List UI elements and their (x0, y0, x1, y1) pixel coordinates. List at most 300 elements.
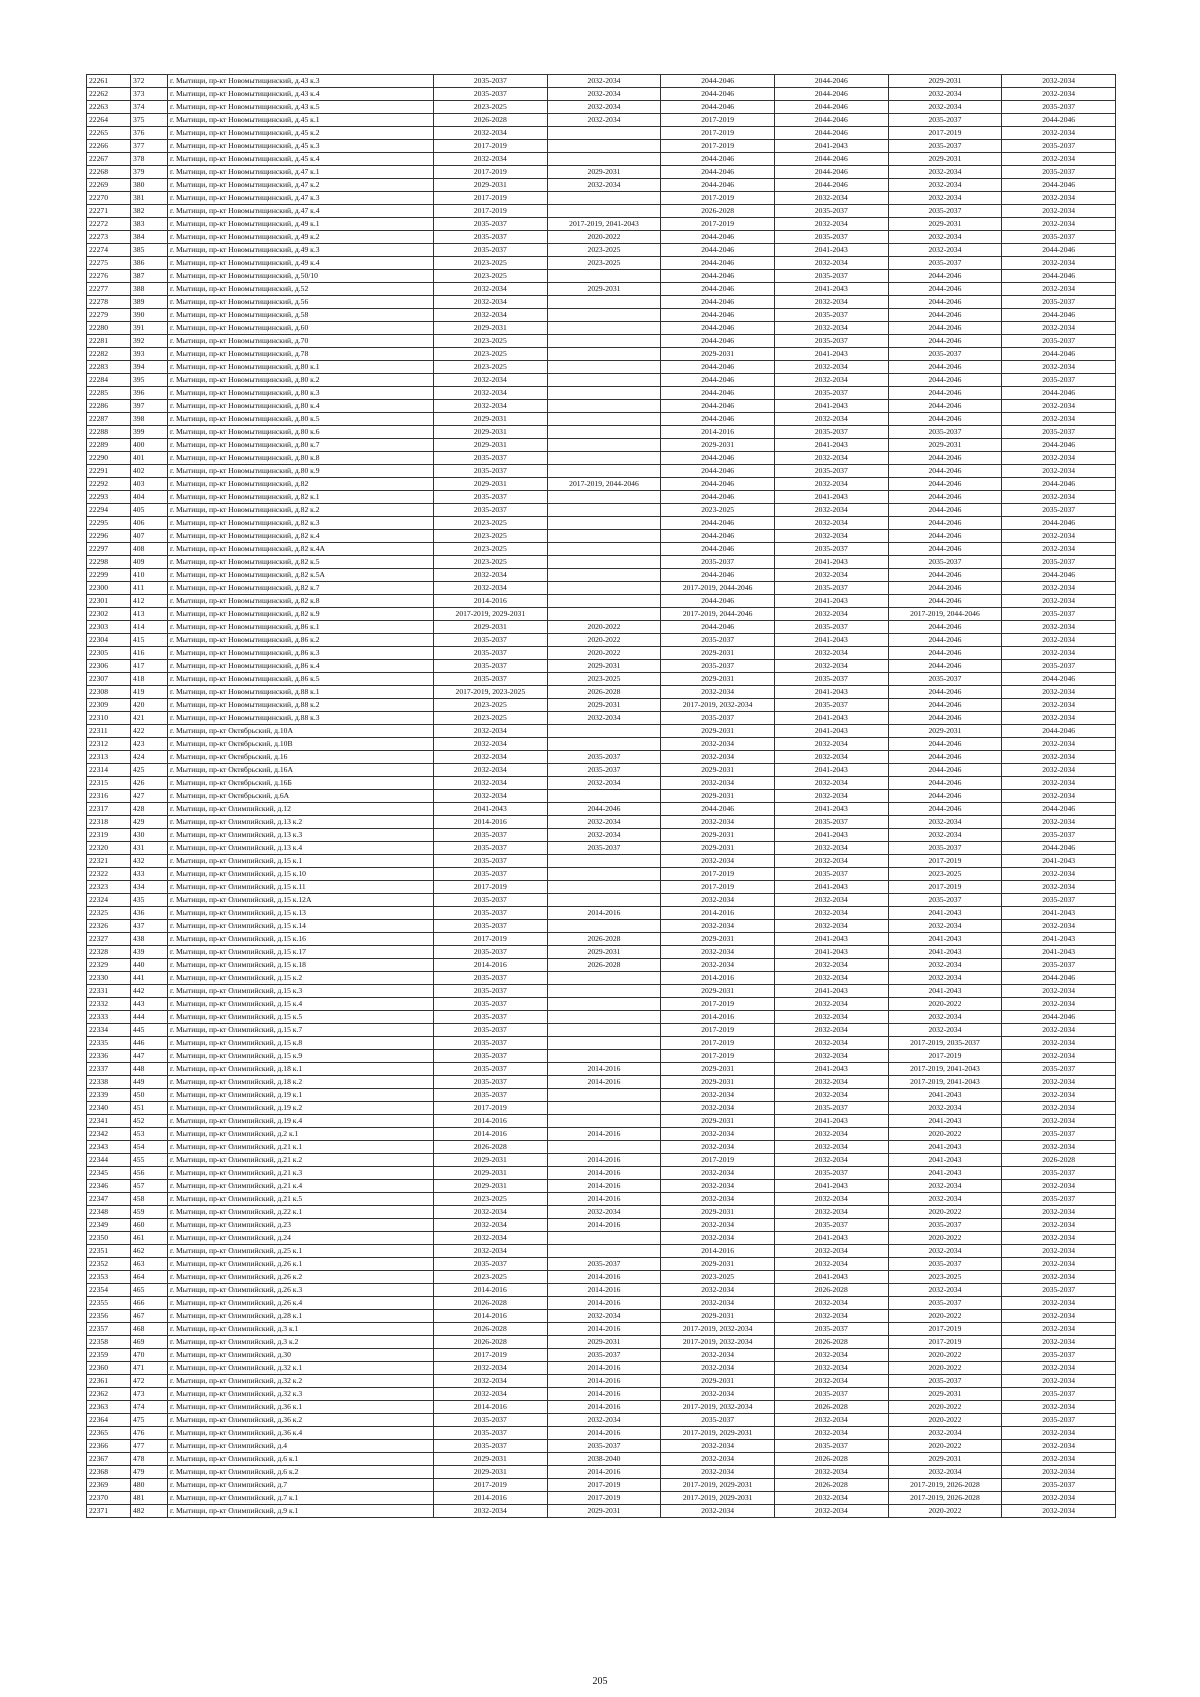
row-id-cell: 22337 (87, 1063, 131, 1076)
page-number: 205 (592, 1676, 608, 1687)
address-cell: г. Мытищи, пр-кт Новомытищинский, д.80 к.4 (168, 400, 434, 413)
row-id-cell: 22316 (87, 790, 131, 803)
row-number-cell: 417 (131, 660, 168, 673)
period-1-cell: 2032-2034 (434, 582, 548, 595)
period-6-cell: 2035-2037 (1002, 335, 1116, 348)
period-1-cell: 2032-2034 (434, 764, 548, 777)
row-number-cell: 472 (131, 1375, 168, 1388)
period-4-cell: 2041-2043 (774, 140, 888, 153)
period-1-cell: 2035-2037 (434, 1024, 548, 1037)
period-3-cell: 2044-2046 (661, 257, 775, 270)
row-id-cell: 22269 (87, 179, 131, 192)
period-6-cell: 2032-2034 (1002, 621, 1116, 634)
table-row (87, 1037, 1116, 1050)
address-cell: г. Мытищи, пр-кт Олимпийский, д.13 к.3 (168, 829, 434, 842)
period-3-cell: 2044-2046 (661, 88, 775, 101)
period-6-cell: 2044-2046 (1002, 179, 1116, 192)
period-6-cell: 2032-2034 (1002, 868, 1116, 881)
period-2-cell (547, 426, 661, 439)
period-1-cell: 2023-2025 (434, 556, 548, 569)
period-6-cell: 2035-2037 (1002, 1284, 1116, 1297)
period-6-cell: 2032-2034 (1002, 153, 1116, 166)
period-3-cell: 2017-2019, 2044-2046 (661, 608, 775, 621)
period-3-cell: 2044-2046 (661, 153, 775, 166)
period-1-cell: 2032-2034 (434, 296, 548, 309)
period-3-cell: 2017-2019, 2029-2031 (661, 1427, 775, 1440)
table-row (87, 296, 1116, 309)
period-2-cell: 2020-2022 (547, 621, 661, 634)
address-cell: г. Мытищи, пр-кт Олимпийский, д.2 к.1 (168, 1128, 434, 1141)
period-4-cell: 2032-2034 (774, 1245, 888, 1258)
period-4-cell: 2026-2028 (774, 1453, 888, 1466)
row-id-cell: 22343 (87, 1141, 131, 1154)
period-6-cell: 2035-2037 (1002, 231, 1116, 244)
period-1-cell: 2032-2034 (434, 1219, 548, 1232)
period-4-cell: 2032-2034 (774, 972, 888, 985)
period-1-cell: 2035-2037 (434, 1089, 548, 1102)
period-1-cell: 2035-2037 (434, 1063, 548, 1076)
period-4-cell: 2032-2034 (774, 1050, 888, 1063)
period-1-cell: 2032-2034 (434, 738, 548, 751)
row-number-cell: 478 (131, 1453, 168, 1466)
table-row (87, 1050, 1116, 1063)
table-row (87, 1427, 1116, 1440)
period-6-cell: 2032-2034 (1002, 1245, 1116, 1258)
period-2-cell (547, 400, 661, 413)
period-5-cell: 2020-2022 (888, 1362, 1002, 1375)
row-number-cell: 468 (131, 1323, 168, 1336)
table-row (87, 192, 1116, 205)
period-3-cell: 2014-2016 (661, 972, 775, 985)
period-2-cell: 2014-2016 (547, 1323, 661, 1336)
row-number-cell: 427 (131, 790, 168, 803)
period-1-cell: 2014-2016 (434, 1128, 548, 1141)
row-number-cell: 388 (131, 283, 168, 296)
period-2-cell (547, 465, 661, 478)
period-3-cell: 2044-2046 (661, 478, 775, 491)
address-cell: г. Мытищи, пр-кт Олимпийский, д.19 к.1 (168, 1089, 434, 1102)
address-cell: г. Мытищи, пр-кт Октябрьский, д.10В (168, 738, 434, 751)
row-number-cell: 392 (131, 335, 168, 348)
period-2-cell: 2032-2034 (547, 1414, 661, 1427)
period-2-cell: 2032-2034 (547, 75, 661, 88)
period-6-cell: 2035-2037 (1002, 1128, 1116, 1141)
period-4-cell: 2041-2043 (774, 1232, 888, 1245)
table-row (87, 101, 1116, 114)
period-5-cell: 2035-2037 (888, 140, 1002, 153)
period-1-cell: 2032-2034 (434, 790, 548, 803)
table-row (87, 283, 1116, 296)
address-cell: г. Мытищи, пр-кт Новомытищинский, д.80 к.3 (168, 387, 434, 400)
address-cell: г. Мытищи, пр-кт Олимпийский, д.15 к.2 (168, 972, 434, 985)
period-2-cell: 2032-2034 (547, 1310, 661, 1323)
address-cell: г. Мытищи, пр-кт Новомытищинский, д.86 к.2 (168, 634, 434, 647)
period-3-cell: 2044-2046 (661, 270, 775, 283)
address-cell: г. Мытищи, пр-кт Олимпийский, д.26 к.4 (168, 1297, 434, 1310)
period-2-cell (547, 881, 661, 894)
address-cell: г. Мытищи, пр-кт Олимпийский, д.6 к.1 (168, 1453, 434, 1466)
period-1-cell: 2029-2031 (434, 1180, 548, 1193)
period-1-cell: 2017-2019 (434, 166, 548, 179)
address-cell: г. Мытищи, пр-кт Олимпийский, д.23 (168, 1219, 434, 1232)
period-2-cell: 2014-2016 (547, 1219, 661, 1232)
period-1-cell: 2035-2037 (434, 1076, 548, 1089)
row-id-cell: 22358 (87, 1336, 131, 1349)
row-id-cell: 22303 (87, 621, 131, 634)
period-3-cell: 2044-2046 (661, 231, 775, 244)
period-3-cell: 2017-2019, 2044-2046 (661, 582, 775, 595)
period-3-cell: 2032-2034 (661, 1141, 775, 1154)
row-id-cell: 22306 (87, 660, 131, 673)
period-2-cell: 2014-2016 (547, 1154, 661, 1167)
row-id-cell: 22359 (87, 1349, 131, 1362)
period-5-cell: 2032-2034 (888, 1466, 1002, 1479)
address-cell: г. Мытищи, пр-кт Новомытищинский, д.49 к.3 (168, 244, 434, 257)
row-id-cell: 22294 (87, 504, 131, 517)
address-cell: г. Мытищи, пр-кт Новомытищинский, д.82 к.4 (168, 530, 434, 543)
period-1-cell: 2023-2025 (434, 1271, 548, 1284)
period-2-cell: 2035-2037 (547, 751, 661, 764)
row-number-cell: 373 (131, 88, 168, 101)
period-2-cell (547, 569, 661, 582)
address-cell: г. Мытищи, пр-кт Новомытищинский, д.88 к.1 (168, 686, 434, 699)
period-4-cell: 2035-2037 (774, 205, 888, 218)
row-number-cell: 397 (131, 400, 168, 413)
row-number-cell: 419 (131, 686, 168, 699)
row-id-cell: 22361 (87, 1375, 131, 1388)
table-row (87, 1011, 1116, 1024)
period-6-cell: 2032-2034 (1002, 452, 1116, 465)
period-1-cell: 2029-2031 (434, 478, 548, 491)
period-1-cell: 2014-2016 (434, 1284, 548, 1297)
period-4-cell: 2032-2034 (774, 517, 888, 530)
period-2-cell: 2014-2016 (547, 1076, 661, 1089)
address-cell: г. Мытищи, пр-кт Новомытищинский, д.58 (168, 309, 434, 322)
period-3-cell: 2017-2019, 2032-2034 (661, 1336, 775, 1349)
period-2-cell (547, 296, 661, 309)
row-number-cell: 474 (131, 1401, 168, 1414)
period-3-cell: 2044-2046 (661, 400, 775, 413)
period-2-cell: 2029-2031 (547, 1505, 661, 1518)
table-row (87, 205, 1116, 218)
period-5-cell: 2035-2037 (888, 1375, 1002, 1388)
period-3-cell: 2044-2046 (661, 595, 775, 608)
period-1-cell: 2035-2037 (434, 1414, 548, 1427)
period-4-cell: 2041-2043 (774, 283, 888, 296)
period-2-cell: 2014-2016 (547, 1427, 661, 1440)
period-4-cell: 2035-2037 (774, 335, 888, 348)
table-row (87, 1414, 1116, 1427)
period-1-cell: 2026-2028 (434, 1141, 548, 1154)
row-id-cell: 22332 (87, 998, 131, 1011)
row-id-cell: 22335 (87, 1037, 131, 1050)
period-4-cell: 2035-2037 (774, 699, 888, 712)
period-5-cell: 2035-2037 (888, 1258, 1002, 1271)
period-5-cell: 2020-2022 (888, 1414, 1002, 1427)
period-5-cell: 2041-2043 (888, 1115, 1002, 1128)
period-5-cell: 2041-2043 (888, 1167, 1002, 1180)
period-1-cell: 2017-2019 (434, 192, 548, 205)
period-6-cell: 2035-2037 (1002, 1388, 1116, 1401)
row-id-cell: 22277 (87, 283, 131, 296)
period-2-cell (547, 894, 661, 907)
period-4-cell: 2032-2034 (774, 1414, 888, 1427)
period-6-cell: 2032-2034 (1002, 1024, 1116, 1037)
address-cell: г. Мытищи, пр-кт Олимпийский, д.12 (168, 803, 434, 816)
row-id-cell: 22357 (87, 1323, 131, 1336)
period-6-cell: 2044-2046 (1002, 1011, 1116, 1024)
table-row (87, 309, 1116, 322)
row-id-cell: 22326 (87, 920, 131, 933)
period-5-cell: 2035-2037 (888, 1219, 1002, 1232)
period-6-cell: 2041-2043 (1002, 933, 1116, 946)
address-cell: г. Мытищи, пр-кт Новомытищинский, д.50/10 (168, 270, 434, 283)
period-4-cell: 2044-2046 (774, 166, 888, 179)
period-2-cell (547, 270, 661, 283)
period-4-cell: 2041-2043 (774, 400, 888, 413)
period-5-cell: 2032-2034 (888, 829, 1002, 842)
row-id-cell: 22283 (87, 361, 131, 374)
period-6-cell: 2035-2037 (1002, 296, 1116, 309)
row-number-cell: 433 (131, 868, 168, 881)
period-2-cell: 2032-2034 (547, 114, 661, 127)
row-id-cell: 22299 (87, 569, 131, 582)
period-2-cell: 2014-2016 (547, 907, 661, 920)
row-number-cell: 463 (131, 1258, 168, 1271)
address-cell: г. Мытищи, пр-кт Олимпийский, д.19 к.2 (168, 1102, 434, 1115)
period-3-cell: 2029-2031 (661, 764, 775, 777)
row-id-cell: 22309 (87, 699, 131, 712)
row-number-cell: 454 (131, 1141, 168, 1154)
row-id-cell: 22296 (87, 530, 131, 543)
table-row (87, 803, 1116, 816)
period-5-cell: 2044-2046 (888, 712, 1002, 725)
period-1-cell: 2017-2019 (434, 1479, 548, 1492)
row-id-cell: 22301 (87, 595, 131, 608)
row-number-cell: 458 (131, 1193, 168, 1206)
period-4-cell: 2032-2034 (774, 1492, 888, 1505)
row-number-cell: 441 (131, 972, 168, 985)
table-row (87, 829, 1116, 842)
address-cell: г. Мытищи, пр-кт Олимпийский, д.19 к.4 (168, 1115, 434, 1128)
period-6-cell: 2041-2043 (1002, 946, 1116, 959)
period-5-cell: 2041-2043 (888, 1141, 1002, 1154)
period-1-cell: 2017-2019, 2029-2031 (434, 608, 548, 621)
period-4-cell: 2041-2043 (774, 712, 888, 725)
row-id-cell: 22286 (87, 400, 131, 413)
period-2-cell (547, 790, 661, 803)
period-2-cell (547, 920, 661, 933)
schedule-table-container (86, 74, 1116, 1518)
row-number-cell: 400 (131, 439, 168, 452)
row-id-cell: 22355 (87, 1297, 131, 1310)
row-id-cell: 22280 (87, 322, 131, 335)
period-4-cell: 2032-2034 (774, 452, 888, 465)
period-6-cell: 2032-2034 (1002, 400, 1116, 413)
row-id-cell: 22365 (87, 1427, 131, 1440)
table-row (87, 1076, 1116, 1089)
row-number-cell: 378 (131, 153, 168, 166)
address-cell: г. Мытищи, пр-кт Олимпийский, д.24 (168, 1232, 434, 1245)
period-1-cell: 2032-2034 (434, 283, 548, 296)
address-cell: г. Мытищи, пр-кт Олимпийский, д.21 к.4 (168, 1180, 434, 1193)
period-6-cell: 2032-2034 (1002, 998, 1116, 1011)
period-3-cell: 2029-2031 (661, 1115, 775, 1128)
period-1-cell: 2035-2037 (434, 946, 548, 959)
period-4-cell: 2041-2043 (774, 634, 888, 647)
period-6-cell: 2032-2034 (1002, 127, 1116, 140)
period-3-cell: 2029-2031 (661, 647, 775, 660)
period-6-cell: 2044-2046 (1002, 517, 1116, 530)
row-number-cell: 374 (131, 101, 168, 114)
period-1-cell: 2035-2037 (434, 855, 548, 868)
period-3-cell: 2032-2034 (661, 1362, 775, 1375)
address-cell: г. Мытищи, пр-кт Олимпийский, д.15 к.18 (168, 959, 434, 972)
address-cell: г. Мытищи, пр-кт Новомытищинский, д.80 к.1 (168, 361, 434, 374)
row-number-cell: 372 (131, 75, 168, 88)
table-row (87, 1102, 1116, 1115)
row-id-cell: 22281 (87, 335, 131, 348)
period-5-cell: 2023-2025 (888, 868, 1002, 881)
row-id-cell: 22310 (87, 712, 131, 725)
address-cell: г. Мытищи, пр-кт Новомытищинский, д.82 к.4А (168, 543, 434, 556)
period-6-cell: 2044-2046 (1002, 309, 1116, 322)
row-number-cell: 377 (131, 140, 168, 153)
period-3-cell: 2017-2019 (661, 1024, 775, 1037)
address-cell: г. Мытищи, пр-кт Олимпийский, д.6 к.2 (168, 1466, 434, 1479)
row-id-cell: 22345 (87, 1167, 131, 1180)
address-cell: г. Мытищи, пр-кт Новомытищинский, д.82 к.2 (168, 504, 434, 517)
period-5-cell: 2041-2043 (888, 933, 1002, 946)
period-2-cell: 2014-2016 (547, 1167, 661, 1180)
period-3-cell: 2044-2046 (661, 465, 775, 478)
period-5-cell: 2044-2046 (888, 270, 1002, 283)
row-number-cell: 466 (131, 1297, 168, 1310)
period-4-cell: 2032-2034 (774, 998, 888, 1011)
row-id-cell: 22300 (87, 582, 131, 595)
table-row (87, 595, 1116, 608)
table-row (87, 179, 1116, 192)
row-number-cell: 386 (131, 257, 168, 270)
period-1-cell: 2032-2034 (434, 153, 548, 166)
address-cell: г. Мытищи, пр-кт Новомытищинский, д.43 к.5 (168, 101, 434, 114)
address-cell: г. Мытищи, пр-кт Новомытищинский, д.45 к.3 (168, 140, 434, 153)
period-6-cell: 2044-2046 (1002, 803, 1116, 816)
row-id-cell: 22265 (87, 127, 131, 140)
period-3-cell: 2029-2031 (661, 1375, 775, 1388)
period-5-cell: 2044-2046 (888, 387, 1002, 400)
table-row (87, 660, 1116, 673)
row-id-cell: 22329 (87, 959, 131, 972)
period-3-cell: 2017-2019, 2032-2034 (661, 699, 775, 712)
table-row (87, 491, 1116, 504)
row-id-cell: 22275 (87, 257, 131, 270)
period-3-cell: 2032-2034 (661, 1232, 775, 1245)
period-6-cell: 2032-2034 (1002, 1115, 1116, 1128)
period-6-cell: 2032-2034 (1002, 361, 1116, 374)
table-row (87, 1323, 1116, 1336)
table-row (87, 400, 1116, 413)
period-2-cell (547, 1245, 661, 1258)
address-cell: г. Мытищи, пр-кт Олимпийский, д.15 к.12А (168, 894, 434, 907)
period-4-cell: 2032-2034 (774, 192, 888, 205)
table-row (87, 790, 1116, 803)
period-6-cell: 2032-2034 (1002, 881, 1116, 894)
period-5-cell: 2044-2046 (888, 777, 1002, 790)
period-4-cell: 2032-2034 (774, 647, 888, 660)
period-1-cell: 2032-2034 (434, 1505, 548, 1518)
period-6-cell: 2032-2034 (1002, 192, 1116, 205)
row-number-cell: 460 (131, 1219, 168, 1232)
address-cell: г. Мытищи, пр-кт Олимпийский, д.32 к.2 (168, 1375, 434, 1388)
period-6-cell: 2032-2034 (1002, 1427, 1116, 1440)
period-5-cell: 2044-2046 (888, 335, 1002, 348)
period-3-cell: 2014-2016 (661, 907, 775, 920)
period-6-cell: 2035-2037 (1002, 608, 1116, 621)
period-4-cell: 2032-2034 (774, 296, 888, 309)
period-6-cell: 2032-2034 (1002, 1297, 1116, 1310)
row-id-cell: 22369 (87, 1479, 131, 1492)
period-5-cell: 2044-2046 (888, 413, 1002, 426)
row-number-cell: 440 (131, 959, 168, 972)
period-1-cell: 2035-2037 (434, 244, 548, 257)
period-1-cell: 2041-2043 (434, 803, 548, 816)
period-5-cell: 2044-2046 (888, 491, 1002, 504)
period-4-cell: 2041-2043 (774, 946, 888, 959)
table-row (87, 985, 1116, 998)
row-id-cell: 22267 (87, 153, 131, 166)
period-4-cell: 2035-2037 (774, 426, 888, 439)
period-3-cell: 2029-2031 (661, 1206, 775, 1219)
row-number-cell: 432 (131, 855, 168, 868)
table-row (87, 1453, 1116, 1466)
period-1-cell: 2035-2037 (434, 231, 548, 244)
table-row (87, 1115, 1116, 1128)
period-6-cell: 2032-2034 (1002, 465, 1116, 478)
table-row (87, 426, 1116, 439)
period-2-cell (547, 1011, 661, 1024)
row-id-cell: 22362 (87, 1388, 131, 1401)
row-number-cell: 384 (131, 231, 168, 244)
period-1-cell: 2017-2019 (434, 140, 548, 153)
period-5-cell: 2035-2037 (888, 257, 1002, 270)
period-4-cell: 2035-2037 (774, 868, 888, 881)
row-number-cell: 451 (131, 1102, 168, 1115)
period-3-cell: 2032-2034 (661, 1466, 775, 1479)
period-3-cell: 2032-2034 (661, 1089, 775, 1102)
schedule-table (86, 74, 1116, 1518)
row-id-cell: 22366 (87, 1440, 131, 1453)
period-3-cell: 2044-2046 (661, 413, 775, 426)
period-5-cell: 2044-2046 (888, 452, 1002, 465)
period-6-cell: 2032-2034 (1002, 1089, 1116, 1102)
period-6-cell: 2044-2046 (1002, 725, 1116, 738)
period-4-cell: 2044-2046 (774, 153, 888, 166)
period-5-cell: 2017-2019 (888, 1050, 1002, 1063)
row-id-cell: 22348 (87, 1206, 131, 1219)
address-cell: г. Мытищи, пр-кт Новомытищинский, д.80 к.7 (168, 439, 434, 452)
period-4-cell: 2041-2043 (774, 439, 888, 452)
period-1-cell: 2035-2037 (434, 1037, 548, 1050)
period-1-cell: 2014-2016 (434, 816, 548, 829)
period-5-cell: 2017-2019, 2041-2043 (888, 1076, 1002, 1089)
period-2-cell: 2029-2031 (547, 166, 661, 179)
row-number-cell: 450 (131, 1089, 168, 1102)
period-2-cell (547, 387, 661, 400)
period-1-cell: 2035-2037 (434, 985, 548, 998)
period-4-cell: 2032-2034 (774, 790, 888, 803)
row-number-cell: 408 (131, 543, 168, 556)
